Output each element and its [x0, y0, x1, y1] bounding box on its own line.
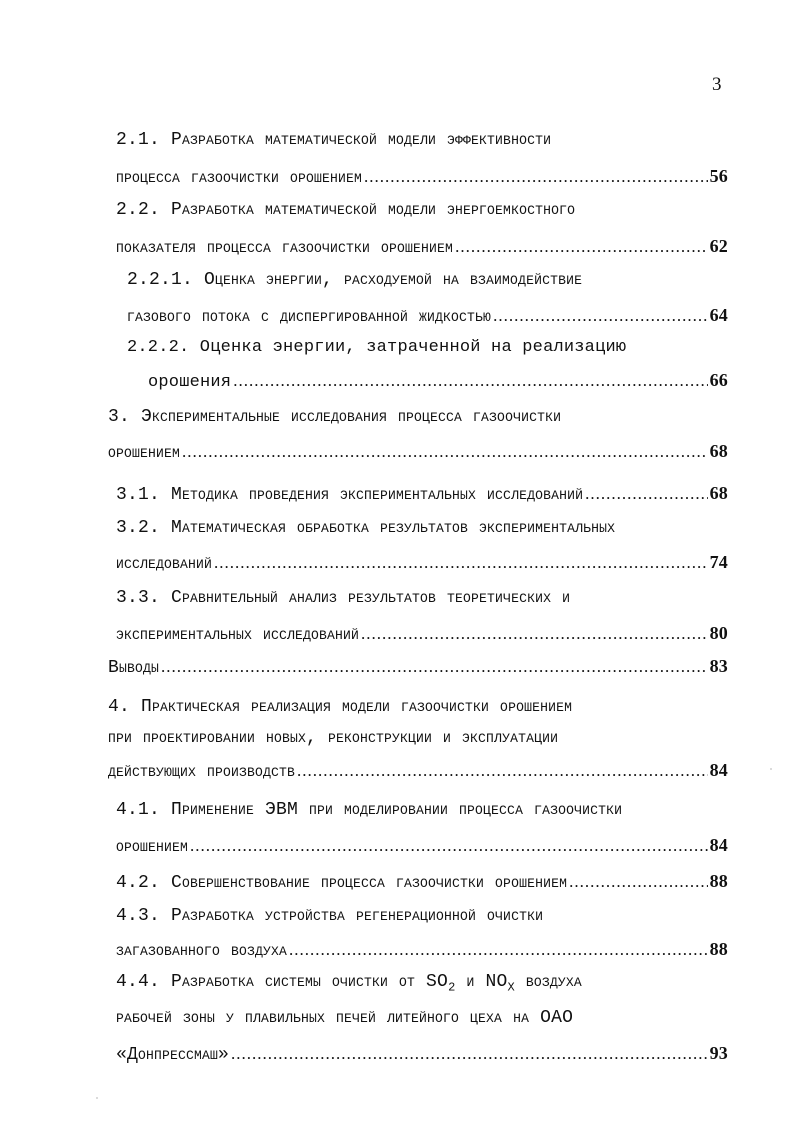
- toc-page-number: 80: [709, 623, 728, 643]
- dot-leader: [161, 657, 708, 677]
- dot-leader: [569, 872, 708, 892]
- toc-entry-text: рабочей зоны у плавильных печей литейного цеха на ОАО: [116, 1008, 574, 1028]
- toc-page-number: 68: [709, 483, 728, 503]
- toc-entry-2-2-line1: [116, 200, 681, 220]
- dot-leader: [455, 237, 708, 257]
- toc-entry-4-4-line2: [116, 1008, 676, 1028]
- toc-entry-text: 4. Практическая реализация модели газоочистки орошением: [108, 697, 573, 717]
- dot-leader: [585, 484, 708, 504]
- toc-entry-3-3-line1: [116, 588, 668, 608]
- dot-leader: [289, 940, 708, 960]
- toc-entry-text: 3.2. Математическая обработка результатов экспериментальных: [116, 518, 616, 538]
- toc-entry-text: показателя процесса газоочистки орошением: [116, 238, 454, 258]
- text-part: и NO: [455, 972, 508, 992]
- toc-entry-2-2-1-line2[interactable]: [127, 305, 728, 327]
- toc-page-number: 93: [709, 1043, 728, 1063]
- toc-entry-4-3-line2[interactable]: [116, 939, 728, 961]
- toc-entry-text: 4.3. Разработка устройства регенерационной очистки: [116, 906, 544, 926]
- toc-page-number: 74: [709, 552, 728, 572]
- toc-entry-4-4-line3[interactable]: [116, 1043, 728, 1065]
- toc-entry-2-1-line1: [116, 130, 646, 150]
- text-part: 4.4. Разработка системы очистки от SO: [116, 972, 449, 992]
- dot-leader: [297, 761, 708, 781]
- subscript: X: [507, 980, 515, 995]
- toc-entry-text: 4.2. Совершенствование процесса газоочистки орошением: [116, 873, 568, 893]
- dot-leader: [493, 306, 708, 326]
- toc-entry-3-2-line2[interactable]: [116, 552, 728, 574]
- toc-entry-2-2-2-line1: [127, 338, 667, 357]
- dot-leader: [182, 442, 708, 462]
- toc-entry-4-3-line1: [116, 906, 641, 926]
- toc-entry-text: 2.2.2. Оценка энергии, затраченной на реализацию: [127, 338, 627, 357]
- scan-speck: [770, 768, 772, 770]
- toc-entry-text: [116, 972, 582, 995]
- toc-entry-text: 3.3. Сравнительный анализ результатов теоретических и: [116, 588, 571, 608]
- toc-page-number: 88: [709, 939, 728, 959]
- toc-entry-conclusions[interactable]: [108, 656, 728, 678]
- toc-page-number: 84: [709, 760, 728, 780]
- toc-entry-text: 4.1. Применение ЭВМ при моделировании процесса газоочистки: [116, 800, 623, 820]
- toc-entry-text: Выводы: [108, 658, 160, 678]
- dot-leader: [233, 371, 707, 391]
- toc-entry-4-1-line2[interactable]: [116, 835, 728, 857]
- page-number: 3: [712, 74, 722, 95]
- toc-entry-text: 2.2.1. Оценка энергии, расходуемой на взаимодействие: [127, 270, 583, 290]
- toc-entry-2-1-line2[interactable]: [116, 166, 728, 188]
- toc-entry-2-2-line2[interactable]: [116, 236, 728, 258]
- toc-entry-text: 3. Экспериментальные исследования процесса газоочистки: [108, 407, 562, 427]
- toc-entry-text: «Донпрессмаш»: [116, 1045, 230, 1065]
- toc-entry-text: орошением: [108, 443, 181, 463]
- toc-page-number: 84: [709, 835, 728, 855]
- toc-entry-3-2-line1: [116, 518, 728, 538]
- toc-entry-text: процесса газоочистки орошением: [116, 168, 363, 188]
- dot-leader: [214, 553, 708, 573]
- toc-page-number: 66: [709, 370, 728, 390]
- scan-speck: [96, 1097, 98, 1099]
- toc-entry-4-2[interactable]: [116, 871, 728, 893]
- toc-entry-text: загазованного воздуха: [116, 941, 288, 961]
- toc-entry-4-line3[interactable]: [108, 760, 728, 782]
- toc-entry-4-1-line1: [116, 800, 728, 820]
- toc-entry-2-2-2-line2[interactable]: [148, 370, 728, 392]
- toc-entry-text: 2.1. Разработка математической модели эффективности: [116, 130, 552, 150]
- toc-entry-text: орошения: [148, 373, 232, 392]
- toc-page-number: 64: [709, 305, 728, 325]
- toc-entry-text: 2.2. Разработка математической модели энергоемкостного: [116, 200, 576, 220]
- toc-entry-3-1[interactable]: [116, 483, 728, 505]
- toc-entry-3-line2[interactable]: [108, 441, 728, 463]
- toc-entry-text: 3.1. Методика проведения экспериментальных исследований: [116, 485, 584, 505]
- toc-entry-text: при проектировании новых, реконструкции и эксплуатации: [108, 728, 559, 748]
- toc-entry-text: экспериментальных исследований: [116, 625, 360, 645]
- toc-entry-4-line1: [108, 697, 724, 717]
- toc-entry-text: исследований: [116, 554, 213, 574]
- dot-leader: [190, 836, 708, 856]
- toc-entry-3-line1: [108, 407, 724, 427]
- toc-entry-2-2-1-line1: [127, 270, 675, 290]
- toc-entry-4-line2: [108, 728, 713, 748]
- toc-entry-text: действующих производств: [108, 762, 296, 782]
- text-part: воздуха: [514, 972, 582, 992]
- toc-entry-4-4-line1: [116, 972, 696, 995]
- toc-page-number: 83: [709, 656, 728, 676]
- toc-entry-3-3-line2[interactable]: [116, 623, 728, 645]
- toc-entry-text: газового потока с диспергированной жидкостью: [127, 307, 492, 327]
- dot-leader: [231, 1044, 708, 1064]
- subscript: 2: [448, 980, 456, 995]
- toc-page-number: 56: [709, 166, 728, 186]
- dot-leader: [364, 167, 708, 187]
- toc-page-number: 68: [709, 441, 728, 461]
- toc-page-number: 88: [709, 871, 728, 891]
- toc-entry-text: орошением: [116, 837, 189, 857]
- dot-leader: [361, 624, 708, 644]
- toc-page-number: 62: [709, 236, 728, 256]
